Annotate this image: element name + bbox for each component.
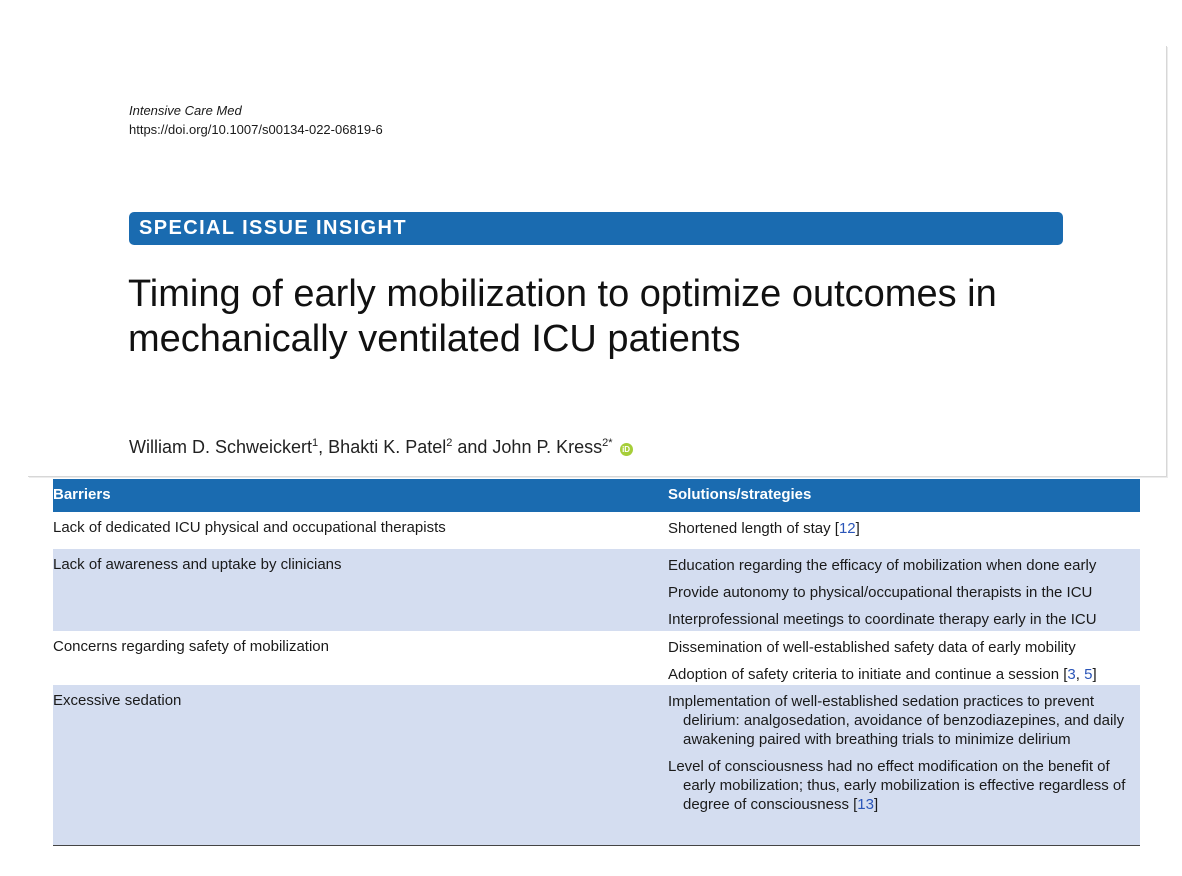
- table-row: [53, 512, 1140, 549]
- citation-link[interactable]: 13: [857, 796, 874, 813]
- table-row: [53, 685, 1140, 845]
- orcid-icon[interactable]: iD: [620, 443, 633, 456]
- barriers-table: [53, 479, 1140, 846]
- author-name[interactable]: Bhakti K. Patel: [328, 437, 447, 457]
- solutions-cell: [668, 512, 1140, 538]
- header-barriers: Barriers: [53, 486, 111, 503]
- citation-link[interactable]: 12: [838, 520, 856, 537]
- barrier-cell: Lack of dedicated ICU physical and occupational therapists: [53, 519, 446, 536]
- barrier-cell: Lack of awareness and uptake by clinicians: [53, 556, 342, 573]
- author-list: William D. Schweickert$^1$, Bhakti K. Patel$^2$ and John P. Kress$^{2*}$ iD: [129, 437, 633, 458]
- citation-link[interactable]: 3: [1067, 666, 1076, 683]
- solution-item: Shortened length of stay [12]: [668, 520, 860, 537]
- citation-link[interactable]: 5: [1084, 666, 1093, 683]
- journal-name: Intensive Care Med: [129, 103, 242, 118]
- table-row: [53, 631, 1140, 685]
- header-solutions: Solutions/strategies: [668, 486, 812, 503]
- solution-item: Implementation of well-established sedation practices to prevent delirium: analgosedation, avoidance of benzodiazepines, and daily awakening paired with breathing trials to minimize delirium: [668, 693, 1125, 748]
- solutions-cell: [668, 685, 1140, 814]
- solution-item: Adoption of safety criteria to initiate and continue a session [3, 5]: [668, 666, 1097, 683]
- author-name[interactable]: John P. Kress: [492, 437, 603, 457]
- table-bottom-rule: [53, 845, 1140, 846]
- article-title: Timing of early mobilization to optimize outcomes in mechanically ventilated ICU patients: [128, 273, 997, 360]
- solutions-cell: [668, 549, 1140, 629]
- solution-item: Level of consciousness had no effect modification on the benefit of early mobilization; thus, early mobilization is effective regardless of degree of consciousness [13]: [668, 758, 1126, 813]
- table-header: [53, 479, 1140, 512]
- author-name[interactable]: William D. Schweickert: [129, 437, 313, 457]
- barrier-cell: Excessive sedation: [53, 692, 182, 709]
- solution-item: Education regarding the efficacy of mobilization when done early: [668, 557, 1097, 574]
- solution-item: Provide autonomy to physical/occupational therapists in the ICU: [668, 584, 1093, 601]
- doi-link[interactable]: https://doi.org/10.1007/s00134-022-06819-6: [129, 122, 383, 137]
- author-affiliation: 1: [312, 437, 319, 449]
- barrier-cell: Concerns regarding safety of mobilization: [53, 638, 329, 655]
- author-affiliation: 2*: [602, 437, 613, 449]
- solution-item: Interprofessional meetings to coordinate therapy early in the ICU: [668, 611, 1097, 628]
- solutions-cell: [668, 631, 1140, 684]
- table-row: [53, 549, 1140, 631]
- section-banner: [129, 212, 1063, 245]
- solution-item: Dissemination of well-established safety data of early mobility: [668, 639, 1076, 656]
- author-affiliation: 2: [446, 437, 453, 449]
- section-banner-label: SPECIAL ISSUE INSIGHT: [139, 217, 407, 239]
